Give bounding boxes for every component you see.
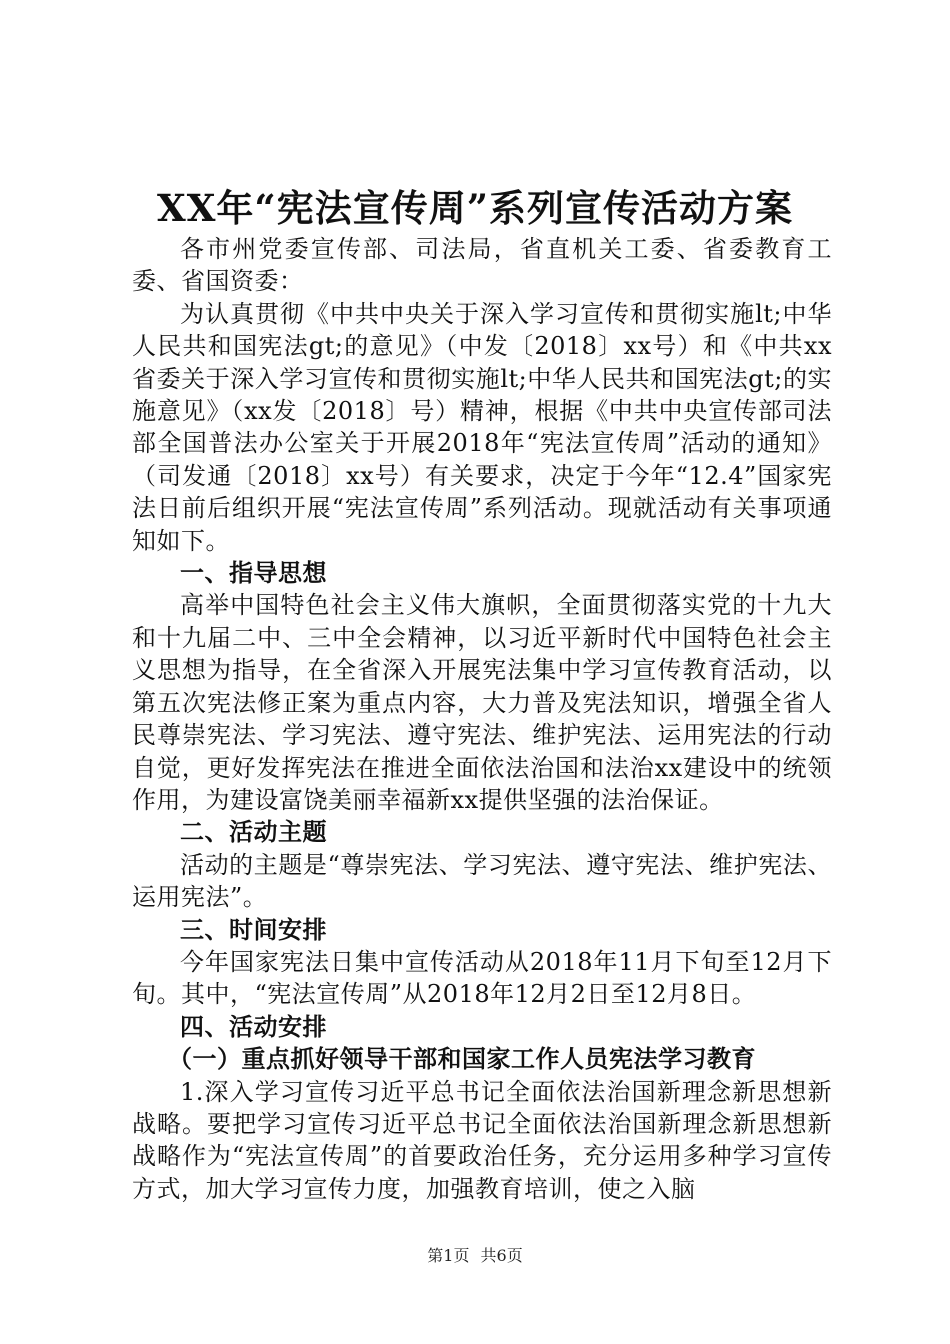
section-body-guiding-ideology: 高举中国特色社会主义伟大旗帜，全面贯彻落实党的十九大和十九届二中、三中全会精神，以习近平新时代中国特色社会主义思想为指导，在全省深入开展宪法集中学习宣传教育活动，以第五次宪法修正案为重点内容，大力普及宪法知识，增强全省人民尊崇宪法、学习宪法、遵守宪法、维护宪法、运用宪法的行动自觉，更好发挥宪法在推进全面依法治国和法治xx建设中的统领作用，为建设富饶美丽幸福新xx提供坚强的法治保证。 <box>132 591 832 814</box>
page-number: 第1页 <box>427 1246 470 1265</box>
section-heading-guiding-ideology: 一、指导思想 <box>180 559 327 588</box>
section-heading-schedule: 三、时间安排 <box>180 915 327 944</box>
subsection-body-cadre-education: 1.深入学习宣传习近平总书记全面依法治国新理念新思想新战略。要把学习宣传习近平总书记全面依法治国新理念新思想新战略作为“宪法宣传周”的首要政治任务，充分运用多种学习宣传方式，加大学习宣传力度，加强教育培训，使之入脑 <box>132 1077 832 1203</box>
section-heading-activity-theme: 二、活动主题 <box>180 818 327 847</box>
section-body-activity-theme: 活动的主题是“尊崇宪法、学习宪法、遵守宪法、维护宪法、运用宪法”。 <box>132 850 832 912</box>
section-heading-activity-arrangement: 四、活动安排 <box>180 1012 327 1041</box>
document-body <box>132 233 832 1205</box>
section-body-schedule: 今年国家宪法日集中宣传活动从2018年11月下旬至12月下旬。其中，“宪法宣传周”从2018年12月2日至12月8日。 <box>132 947 832 1009</box>
page-total: 共6页 <box>480 1246 523 1265</box>
page-footer <box>0 1246 950 1266</box>
salutation-paragraph: 各市州党委宣传部、司法局，省直机关工委、省委教育工委、省国资委： <box>132 235 832 296</box>
intro-paragraph: 为认真贯彻《中共中央关于深入学习宣传和贯彻实施lt;中华人民共和国宪法gt;的意见》（中发〔2018〕xx号）和《中共xx省委关于深入学习宣传和贯彻实施lt;中华人民共和国宪法gt;的实施意见》（xx发〔2018〕号）精神，根据《中共中央宣传部司法部全国普法办公室关于开展2018年“宪法宣传周”活动的通知》（司发通〔2018〕xx号）有关要求，决定于今年“12.4”国家宪法日前后组织开展“宪法宣传周”系列活动。现就活动有关事项通知如下。 <box>132 299 832 555</box>
subsection-heading-cadre-education: （一）重点抓好领导干部和国家工作人员宪法学习教育 <box>168 1045 756 1074</box>
document-title: XX年“宪法宣传周”系列宣传活动方案 <box>157 186 793 230</box>
